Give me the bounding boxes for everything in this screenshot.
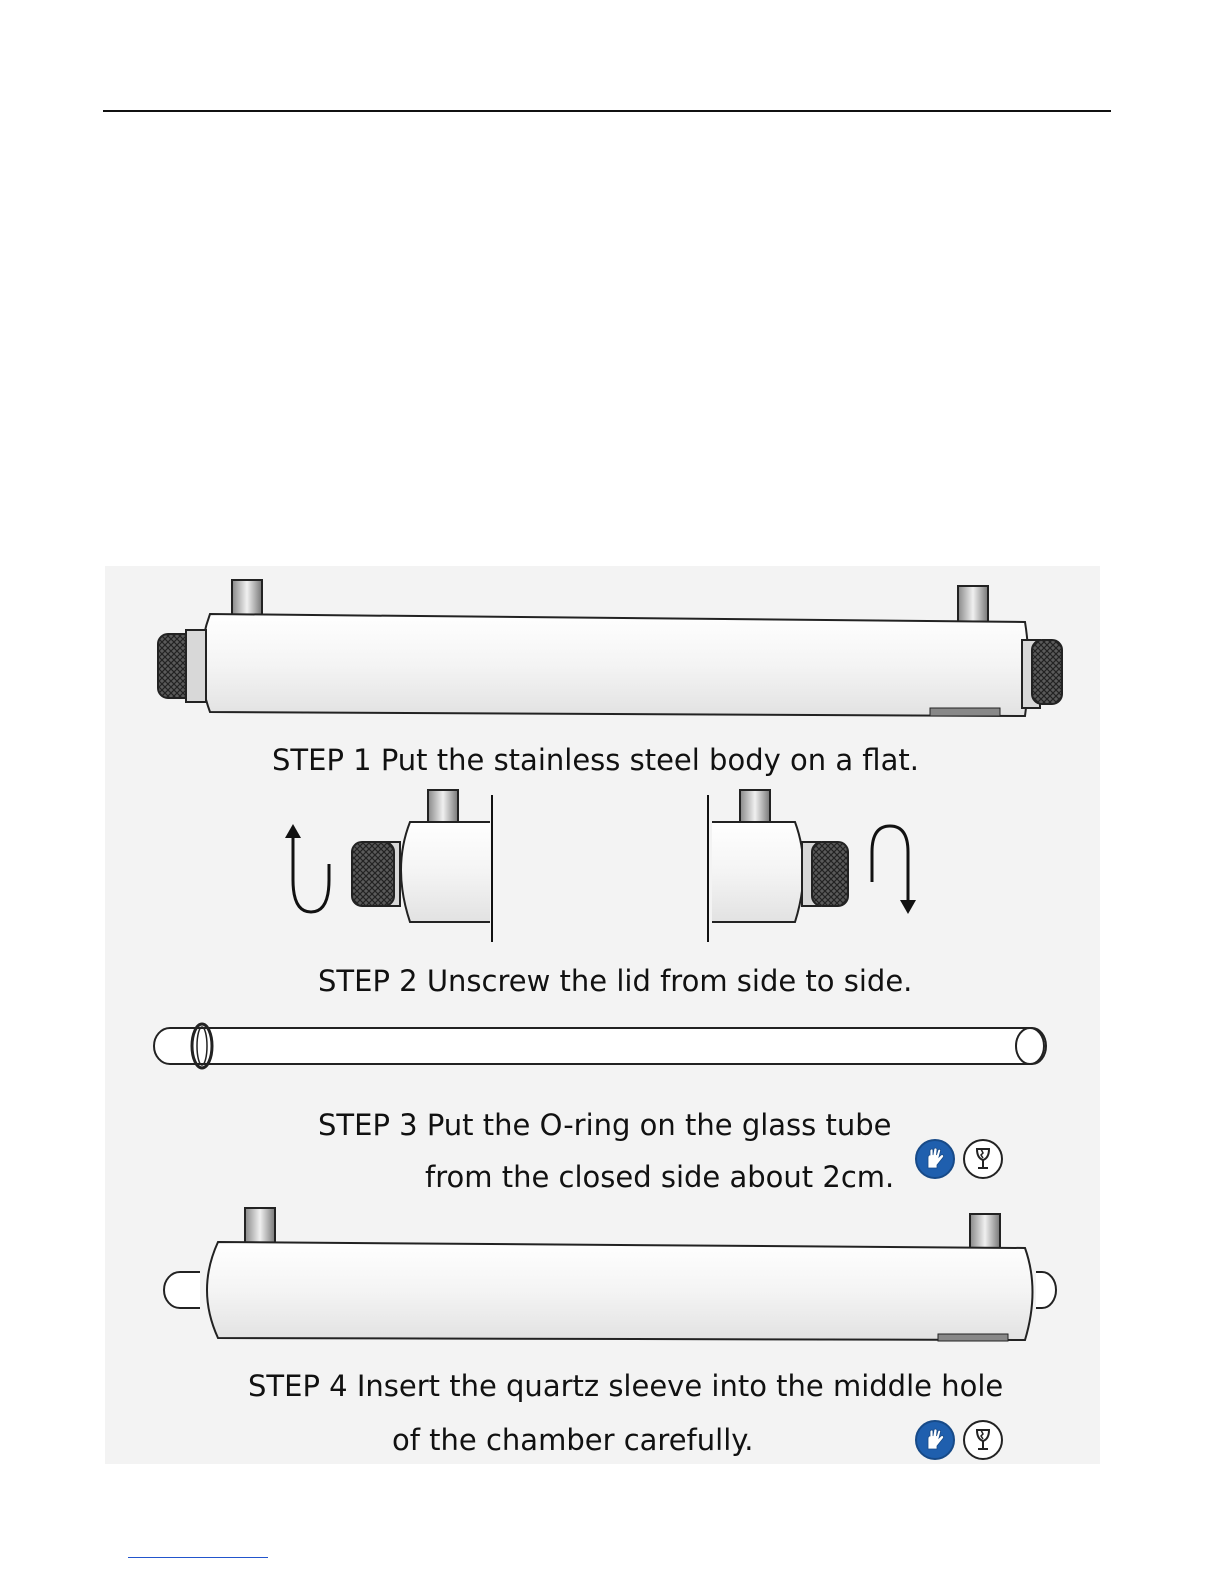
outlet-port: [958, 586, 988, 622]
step1-chamber-drawing: [158, 580, 1062, 716]
step-4-text-line-1: STEP 4 Insert the quartz sleeve into the middle hole: [248, 1369, 1004, 1403]
inlet-port: [232, 580, 262, 616]
clockwise-arrow-icon: [872, 826, 908, 905]
fragile-glass-icon: [963, 1420, 1003, 1460]
step4-insert-drawing: [164, 1208, 1056, 1341]
step-2-text: STEP 2 Unscrew the lid from side to side.: [318, 964, 913, 998]
fragile-glass-icon: [963, 1139, 1003, 1179]
step-1-text: STEP 1 Put the stainless steel body on a flat.: [272, 743, 919, 777]
step-4-text-line-2: of the chamber carefully.: [392, 1423, 754, 1457]
step2-unscrew-drawing: [285, 790, 916, 942]
right-lid: [1032, 640, 1062, 704]
counterclockwise-arrow-icon: [293, 832, 329, 912]
step-3-text-line-2: from the closed side about 2cm.: [425, 1160, 895, 1194]
left-lid-neck: [186, 630, 206, 702]
quartz-sleeve: [154, 1028, 1046, 1064]
step-3-text-line-1: STEP 3 Put the O-ring on the glass tube: [318, 1108, 892, 1142]
footer-link-underline: [128, 1557, 268, 1558]
step3-glass-tube-drawing: [154, 1024, 1046, 1068]
nameplate: [930, 708, 1000, 716]
wear-gloves-icon: [915, 1139, 955, 1179]
chamber-body: [201, 614, 1029, 716]
wear-gloves-icon: [915, 1420, 955, 1460]
